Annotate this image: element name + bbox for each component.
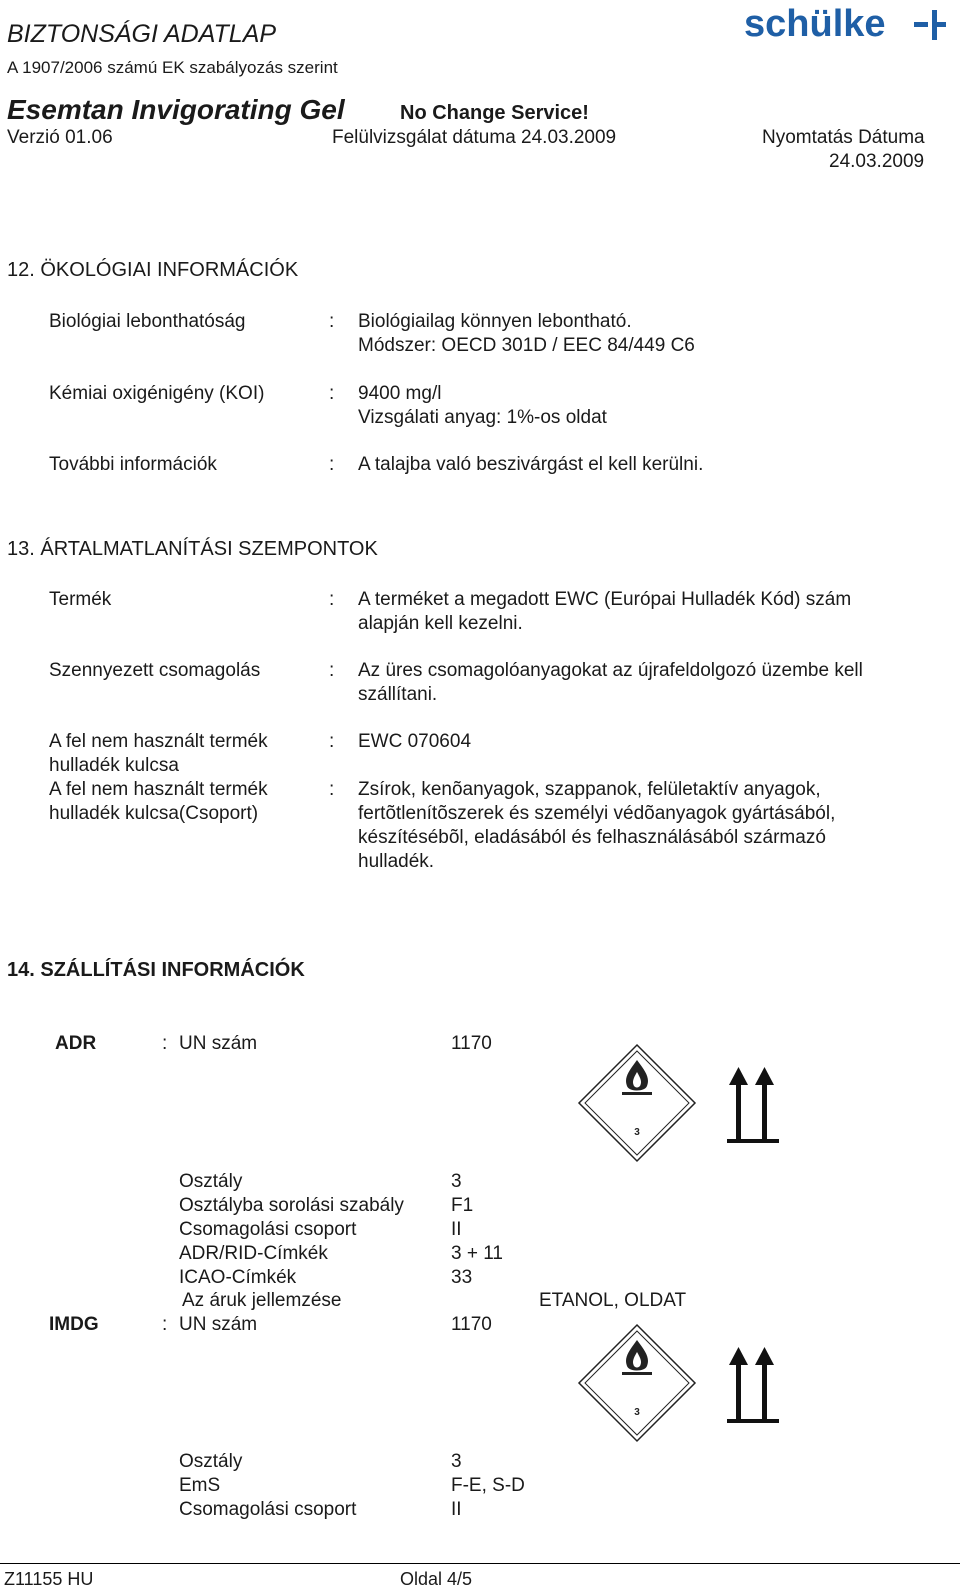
imdg-class-label: Osztály bbox=[179, 1451, 243, 1472]
flammable-liquid-diamond-icon bbox=[576, 1322, 698, 1444]
no-change-notice: No Change Service! bbox=[400, 102, 589, 124]
imdg-label: IMDG bbox=[49, 1314, 99, 1335]
product-name: Esemtan Invigorating Gel bbox=[7, 94, 345, 125]
review-date: Felülvizsgálat dátuma 24.03.2009 bbox=[332, 127, 617, 148]
colon: : bbox=[329, 589, 335, 610]
goods-description-label: Az áruk jellemzése bbox=[182, 1290, 342, 1311]
colon: : bbox=[329, 779, 335, 800]
colon: : bbox=[329, 731, 335, 752]
orientation-arrows-icon bbox=[727, 1345, 779, 1425]
colon: : bbox=[329, 383, 335, 404]
icao-labels-label: ICAO-Címkék bbox=[179, 1267, 297, 1288]
document-code: Z11155 HU bbox=[4, 1569, 94, 1589]
imdg-un-label: UN szám bbox=[179, 1314, 258, 1335]
waste-key-label-2: hulladék kulcsa bbox=[49, 755, 179, 776]
imdg-un-value: 1170 bbox=[451, 1314, 492, 1335]
flammable-liquid-diamond-icon bbox=[576, 1042, 698, 1164]
schulke-logo bbox=[744, 4, 954, 52]
imdg-packing-group-value: II bbox=[451, 1499, 462, 1520]
imdg-class-value: 3 bbox=[451, 1451, 462, 1472]
section-13-title: 13. ÁRTALMATLANÍTÁSI SZEMPONTOK bbox=[7, 538, 378, 560]
colon: : bbox=[329, 311, 335, 332]
packaging-value: Az üres csomagolóanyagokat az újrafeldolgozó üzembe kell bbox=[358, 660, 863, 681]
colon: : bbox=[329, 660, 335, 681]
version-label: Verzió 01.06 bbox=[7, 127, 113, 148]
regulation-reference: A 1907/2006 számú EK szabályozás szerint bbox=[7, 58, 338, 77]
colon: : bbox=[162, 1033, 168, 1054]
waste-key-label: A fel nem használt termék bbox=[49, 731, 268, 752]
adr-class-value: 3 bbox=[451, 1171, 462, 1192]
adr-packing-group-value: II bbox=[451, 1219, 462, 1240]
orientation-arrows-icon bbox=[727, 1065, 779, 1145]
waste-group-value-3: készítésébõl, eladásából és felhasználásából származó bbox=[358, 827, 826, 848]
further-info-label: További információk bbox=[49, 454, 217, 475]
adr-classification-code-value: F1 bbox=[451, 1195, 474, 1216]
page-number: Oldal 4/5 bbox=[400, 1569, 473, 1589]
section-14-title: 14. SZÁLLÍTÁSI INFORMÁCIÓK bbox=[7, 959, 305, 981]
adr-classification-code-label: Osztályba sorolási szabály bbox=[179, 1195, 404, 1216]
further-info-value: A talajba való beszivárgást el kell kerülni. bbox=[358, 454, 704, 475]
footer-divider bbox=[0, 1563, 960, 1564]
ems-label: EmS bbox=[179, 1475, 221, 1496]
icao-labels-value: 33 bbox=[451, 1267, 473, 1288]
logo-symbol-icon bbox=[914, 10, 946, 40]
document-title: BIZTONSÁGI ADATLAP bbox=[7, 20, 277, 48]
product-disposal-label: Termék bbox=[49, 589, 112, 610]
waste-key-value: EWC 070604 bbox=[358, 731, 472, 752]
print-date-label: Nyomtatás Dátuma bbox=[762, 127, 925, 148]
packaging-value-2: szállítani. bbox=[358, 684, 438, 705]
product-disposal-value-2: alapján kell kezelni. bbox=[358, 613, 523, 634]
print-date: 24.03.2009 bbox=[829, 151, 925, 172]
class-number: 3 bbox=[634, 1407, 640, 1418]
adr-rid-labels-value: 3 + 11 bbox=[451, 1243, 503, 1264]
adr-label: ADR bbox=[55, 1033, 97, 1054]
cod-value: 9400 mg/l bbox=[358, 383, 442, 404]
waste-group-label: A fel nem használt termék bbox=[49, 779, 268, 800]
ems-value: F-E, S-D bbox=[451, 1475, 525, 1496]
class-number: 3 bbox=[634, 1127, 640, 1138]
adr-un-value: 1170 bbox=[451, 1033, 492, 1054]
waste-group-label-2: hulladék kulcsa(Csoport) bbox=[49, 803, 259, 824]
packaging-label: Szennyezett csomagolás bbox=[49, 660, 261, 681]
colon: : bbox=[329, 454, 335, 475]
waste-group-value-4: hulladék. bbox=[358, 851, 435, 872]
adr-class-label: Osztály bbox=[179, 1171, 243, 1192]
biodegradability-label: Biológiai lebonthatóság bbox=[49, 311, 246, 332]
adr-un-label: UN szám bbox=[179, 1033, 258, 1054]
product-disposal-value: A terméket a megadott EWC (Európai Hulladék Kód) szám bbox=[358, 589, 852, 610]
adr-packing-group-label: Csomagolási csoport bbox=[179, 1219, 357, 1240]
section-12-title: 12. ÖKOLÓGIAI INFORMÁCIÓK bbox=[7, 259, 299, 281]
colon: : bbox=[162, 1314, 168, 1335]
waste-group-value-2: fertõtlenítõszerek és személyi védõanyagok gyártásából, bbox=[358, 803, 836, 824]
cod-test-substance: Vizsgálati anyag: 1%-os oldat bbox=[358, 407, 607, 428]
imdg-packing-group-label: Csomagolási csoport bbox=[179, 1499, 357, 1520]
biodegradability-method: Módszer: OECD 301D / EEC 84/449 C6 bbox=[358, 335, 695, 356]
goods-description-value: ETANOL, OLDAT bbox=[539, 1290, 687, 1311]
biodegradability-value: Biológiailag könnyen lebontható. bbox=[358, 311, 632, 332]
logo-wordmark: schülke bbox=[744, 4, 886, 45]
cod-label: Kémiai oxigénigény (KOI) bbox=[49, 383, 265, 404]
waste-group-value: Zsírok, kenõanyagok, szappanok, felületaktív anyagok, bbox=[358, 779, 821, 800]
adr-rid-labels-label: ADR/RID-Címkék bbox=[179, 1243, 328, 1264]
